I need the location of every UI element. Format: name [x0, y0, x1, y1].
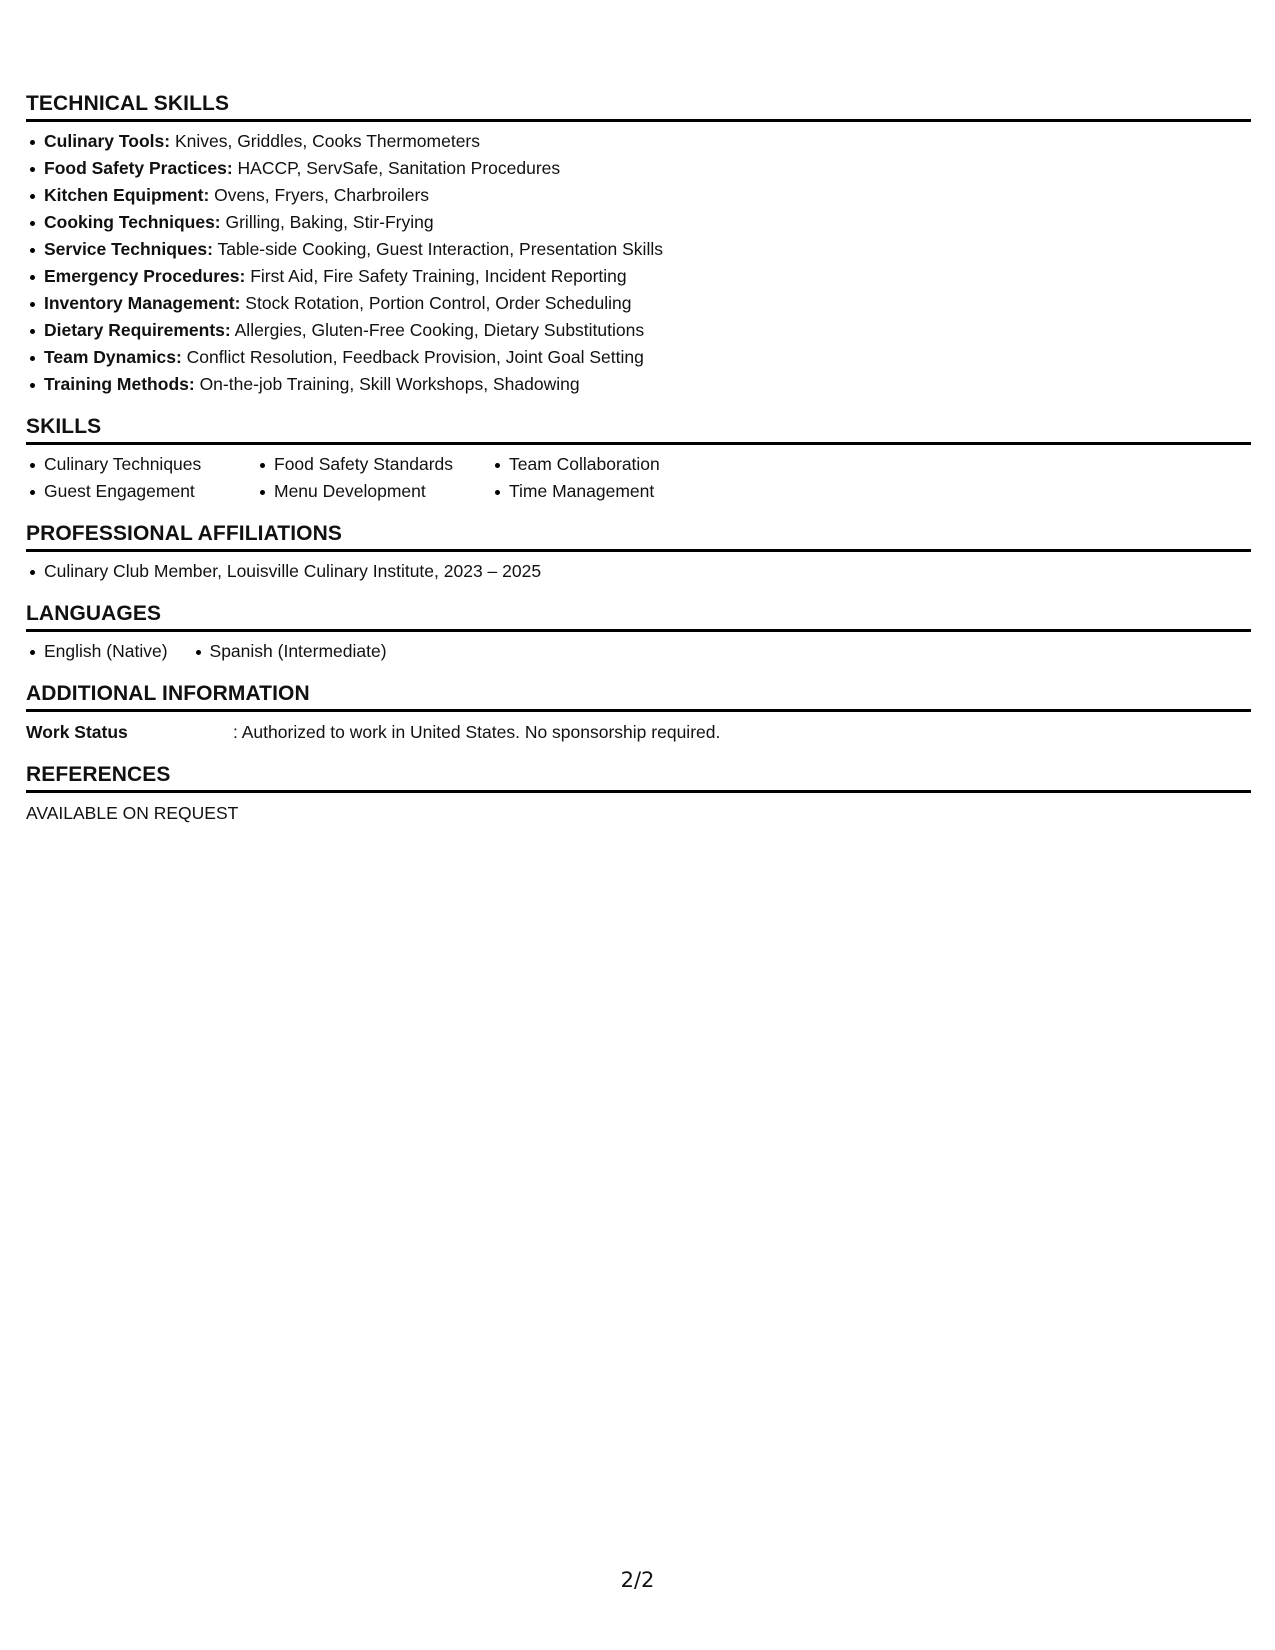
list-item: English (Native)	[44, 638, 168, 665]
skill-category-text: Knives, Griddles, Cooks Thermometers	[170, 131, 481, 151]
skill-category-label: Inventory Management:	[44, 293, 241, 313]
skill-category-text: First Aid, Fire Safety Training, Incident Reporting	[245, 266, 627, 286]
list-item: Guest Engagement	[44, 478, 256, 505]
references-text: AVAILABLE ON REQUEST	[26, 803, 239, 823]
skills-heading: SKILLS	[26, 415, 1251, 445]
technical-skills-heading: TECHNICAL SKILLS	[26, 92, 1251, 122]
additional-info-heading: ADDITIONAL INFORMATION	[26, 682, 1251, 712]
skill-category-label: Cooking Techniques:	[44, 212, 221, 232]
list-item	[44, 317, 1251, 344]
list-item	[44, 155, 1251, 182]
skill-category-label: Kitchen Equipment:	[44, 185, 210, 205]
list-item	[44, 182, 1251, 209]
skill-category-label: Culinary Tools:	[44, 131, 171, 151]
skill-category-text: Ovens, Fryers, Charbroilers	[209, 185, 430, 205]
skill-category-text: HACCP, ServSafe, Sanitation Procedures	[232, 158, 561, 178]
languages-section	[26, 602, 1251, 665]
list-item: Menu Development	[256, 478, 491, 505]
list-item	[44, 209, 1251, 236]
work-status-value: : Authorized to work in United States. No sponsorship required.	[233, 722, 721, 742]
affiliations-list	[26, 558, 1251, 585]
page-number: 2/2	[620, 1568, 655, 1592]
skill-category-label: Food Safety Practices:	[44, 158, 233, 178]
languages-heading: LANGUAGES	[26, 602, 1251, 632]
resume-page	[26, 92, 1251, 827]
list-item: Food Safety Standards	[256, 451, 491, 478]
list-item	[44, 128, 1251, 155]
additional-info-section	[26, 682, 1251, 746]
technical-skills-section	[26, 92, 1251, 398]
list-item: Culinary Club Member, Louisville Culinary Institute, 2023 – 2025	[44, 558, 1251, 585]
list-item	[44, 290, 1251, 317]
list-item: Culinary Techniques	[44, 451, 256, 478]
languages-list	[26, 638, 1251, 665]
skill-category-label: Service Techniques:	[44, 239, 213, 259]
skill-category-label: Emergency Procedures:	[44, 266, 246, 286]
list-item: Time Management	[491, 478, 711, 505]
skill-category-label: Training Methods:	[44, 374, 195, 394]
skill-category-text: Allergies, Gluten-Free Cooking, Dietary Substitutions	[230, 320, 645, 340]
list-item	[44, 344, 1251, 371]
affiliations-section	[26, 522, 1251, 585]
list-item: Team Collaboration	[491, 451, 711, 478]
references-section	[26, 763, 1251, 827]
skill-category-text: Table-side Cooking, Guest Interaction, Presentation Skills	[212, 239, 663, 259]
list-item	[44, 263, 1251, 290]
skill-category-text: Stock Rotation, Portion Control, Order Scheduling	[240, 293, 632, 313]
skill-category-text: Conflict Resolution, Feedback Provision, Joint Goal Setting	[181, 347, 644, 367]
work-status-label: Work Status	[26, 722, 128, 742]
technical-skills-list	[26, 128, 1251, 398]
skill-category-label: Team Dynamics:	[44, 347, 182, 367]
work-status-row	[26, 719, 1251, 746]
skills-grid	[26, 451, 1251, 505]
list-item	[44, 236, 1251, 263]
skills-section	[26, 415, 1251, 505]
list-item: Spanish (Intermediate)	[210, 638, 387, 665]
skill-category-text: Grilling, Baking, Stir-Frying	[220, 212, 434, 232]
affiliations-heading: PROFESSIONAL AFFILIATIONS	[26, 522, 1251, 552]
skill-category-label: Dietary Requirements:	[44, 320, 231, 340]
skill-category-text: On-the-job Training, Skill Workshops, Shadowing	[194, 374, 580, 394]
references-heading: REFERENCES	[26, 763, 1251, 793]
list-item	[44, 371, 1251, 398]
